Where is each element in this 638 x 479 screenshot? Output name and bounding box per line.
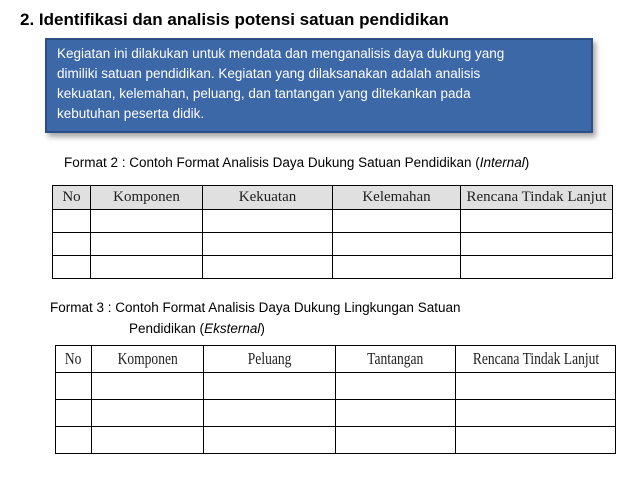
format2-caption xyxy=(64,155,529,170)
format2-caption-em: Internal xyxy=(479,155,525,170)
table-cell xyxy=(333,210,461,233)
table-cell xyxy=(456,373,616,400)
table-cell xyxy=(56,373,92,400)
header-komponen: Komponen xyxy=(91,186,203,210)
table-cell xyxy=(203,233,333,256)
header-komponen xyxy=(92,346,204,373)
table-cell xyxy=(53,233,91,256)
description-box xyxy=(45,38,593,133)
table-cell xyxy=(56,400,92,427)
table-cell xyxy=(56,427,92,454)
table-header-row xyxy=(53,186,613,210)
table-cell xyxy=(461,256,613,279)
format3-table xyxy=(55,345,616,454)
header-no-label: No xyxy=(65,349,82,368)
format2-caption-prefix: Format 2 : Contoh Format Analisis Daya Dukung Satuan Pendidikan ( xyxy=(64,155,480,170)
format3-caption-line2 xyxy=(129,321,265,336)
table-cell xyxy=(203,210,333,233)
table-row xyxy=(56,400,616,427)
section-heading: 2. Identifikasi dan analisis potensi satuan pendidikan xyxy=(20,10,449,29)
table-cell xyxy=(92,400,204,427)
header-kekuatan: Kekuatan xyxy=(203,186,333,210)
header-kelemahan: Kelemahan xyxy=(333,186,461,210)
description-line: kekuatan, kelemahan, peluang, dan tantangan yang ditekankan pada xyxy=(57,86,471,101)
format2-table xyxy=(52,185,613,279)
table-cell xyxy=(461,233,613,256)
table-cell xyxy=(204,373,336,400)
table-cell xyxy=(92,427,204,454)
format3-caption-prefix: Pendidikan ( xyxy=(129,321,205,336)
format3-caption-suffix: ) xyxy=(260,321,265,336)
format2-caption-suffix: ) xyxy=(524,155,530,170)
table-cell xyxy=(92,373,204,400)
header-peluang-label: Peluang xyxy=(247,349,292,368)
table-cell xyxy=(336,427,456,454)
table-cell xyxy=(333,256,461,279)
table-row xyxy=(53,256,613,279)
table-cell xyxy=(53,256,91,279)
table-cell xyxy=(203,256,333,279)
description-line: dimiliki satuan pendidikan. Kegiatan yang dilaksanakan adalah analisis xyxy=(57,66,481,81)
header-tantangan xyxy=(336,346,456,373)
table-cell xyxy=(456,400,616,427)
table-cell xyxy=(204,427,336,454)
table-cell xyxy=(53,210,91,233)
table-cell xyxy=(91,256,203,279)
header-rencana-tindak-lanjut xyxy=(456,346,616,373)
header-komponen-label: Komponen xyxy=(117,349,178,368)
table-row xyxy=(56,373,616,400)
table-cell xyxy=(461,210,613,233)
table-row xyxy=(53,233,613,256)
table-cell xyxy=(91,210,203,233)
header-no xyxy=(56,346,92,373)
table-cell xyxy=(91,233,203,256)
header-no: No xyxy=(53,186,91,210)
description-line: Kegiatan ini dilakukan untuk mendata dan menganalisis daya dukung yang xyxy=(57,46,505,61)
header-peluang xyxy=(204,346,336,373)
header-rencana-tindak-lanjut: Rencana Tindak Lanjut xyxy=(461,186,613,210)
format3-caption-em: Eksternal xyxy=(204,321,261,336)
header-rencana-label: Rencana Tindak Lanjut xyxy=(472,349,599,368)
table-cell xyxy=(336,400,456,427)
table-cell xyxy=(336,373,456,400)
format3-caption-line1: Format 3 : Contoh Format Analisis Daya Dukung Lingkungan Satuan xyxy=(50,300,461,315)
table-cell xyxy=(333,233,461,256)
table-row xyxy=(53,210,613,233)
table-header-row xyxy=(56,346,616,373)
table-cell xyxy=(204,400,336,427)
table-cell xyxy=(456,427,616,454)
description-line: kebutuhan peserta didik. xyxy=(57,106,205,121)
header-tantangan-label: Tantangan xyxy=(367,349,424,368)
table-row xyxy=(56,427,616,454)
